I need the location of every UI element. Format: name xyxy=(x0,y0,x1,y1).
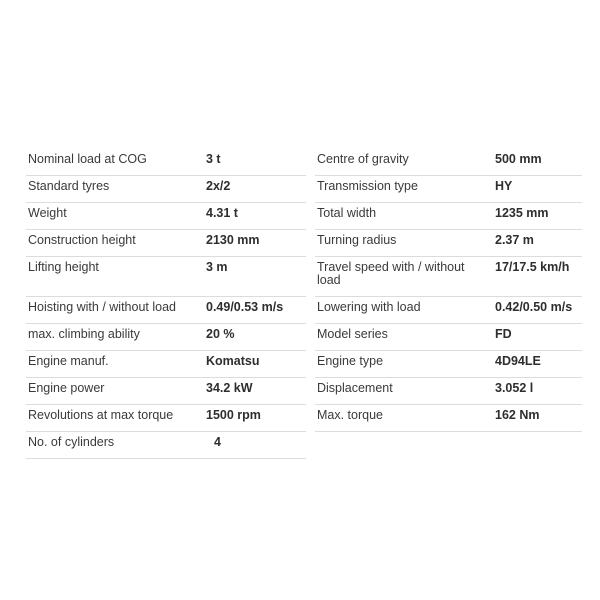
spec-label: max. climbing ability xyxy=(28,327,140,341)
spec-row xyxy=(315,230,582,257)
spec-value: 4D94LE xyxy=(495,354,541,368)
spec-label: Total width xyxy=(317,206,377,220)
spec-row xyxy=(26,230,306,257)
spec-value: 1235 mm xyxy=(495,206,549,220)
spec-row xyxy=(26,405,306,432)
spec-row xyxy=(315,405,582,432)
spec-row xyxy=(315,351,582,378)
spec-label: Max. torque xyxy=(317,408,384,422)
spec-value: 500 mm xyxy=(495,152,542,166)
spec-value: 0.42/0.50 m/s xyxy=(495,300,573,314)
spec-row xyxy=(315,176,582,203)
spec-value: 0.49/0.53 m/s xyxy=(206,300,284,314)
spec-label: Displacement xyxy=(317,381,393,395)
spec-label: Nominal load at COG xyxy=(28,152,147,166)
spec-table-right xyxy=(315,149,582,432)
spec-row xyxy=(26,203,306,230)
spec-value: 3.052 l xyxy=(495,381,534,395)
spec-value: 4.31 t xyxy=(206,206,238,220)
spec-value: 34.2 kW xyxy=(206,381,253,395)
spec-label: Engine type xyxy=(317,354,384,368)
spec-row xyxy=(26,432,306,459)
spec-value: 162 Nm xyxy=(495,408,540,422)
spec-label: Revolutions at max torque xyxy=(28,408,174,422)
spec-row xyxy=(26,176,306,203)
spec-row xyxy=(26,149,306,176)
spec-label: Lifting height xyxy=(28,260,99,274)
spec-label: Lowering with load xyxy=(317,300,421,314)
spec-label: Standard tyres xyxy=(28,179,110,193)
spec-row xyxy=(315,149,582,176)
spec-row xyxy=(26,351,306,378)
spec-label: Travel speed with / without load xyxy=(317,260,465,287)
spec-label: Transmission type xyxy=(317,179,418,193)
spec-value: 2.37 m xyxy=(495,233,534,247)
spec-value: 17/17.5 km/h xyxy=(495,260,570,274)
spec-label: Centre of gravity xyxy=(317,152,409,166)
spec-label: No. of cylinders xyxy=(28,435,115,449)
spec-table-left xyxy=(26,149,306,459)
spec-row xyxy=(26,378,306,405)
spec-row xyxy=(26,297,306,324)
spec-value: Komatsu xyxy=(206,354,260,368)
spec-value: 3 t xyxy=(206,152,221,166)
spec-label: Engine power xyxy=(28,381,105,395)
spec-row xyxy=(315,378,582,405)
spec-value: HY xyxy=(495,179,513,193)
spec-label: Weight xyxy=(28,206,67,220)
spec-value: 4 xyxy=(214,435,221,449)
spec-row xyxy=(315,324,582,351)
spec-value: 3 m xyxy=(206,260,228,274)
spec-label: Hoisting with / without load xyxy=(28,300,176,314)
spec-label: Turning radius xyxy=(317,233,397,247)
spec-row xyxy=(315,297,582,324)
spec-label: Engine manuf. xyxy=(28,354,109,368)
spec-value: 2x/2 xyxy=(206,179,231,193)
spec-row xyxy=(26,324,306,351)
spec-value: 2130 mm xyxy=(206,233,260,247)
spec-row xyxy=(26,257,306,297)
spec-value: 20 % xyxy=(206,327,235,341)
spec-row xyxy=(315,203,582,230)
spec-value: FD xyxy=(495,327,512,341)
spec-label: Model series xyxy=(317,327,388,341)
spec-row xyxy=(315,257,582,297)
spec-value: 1500 rpm xyxy=(206,408,261,422)
spec-label: Construction height xyxy=(28,233,136,247)
